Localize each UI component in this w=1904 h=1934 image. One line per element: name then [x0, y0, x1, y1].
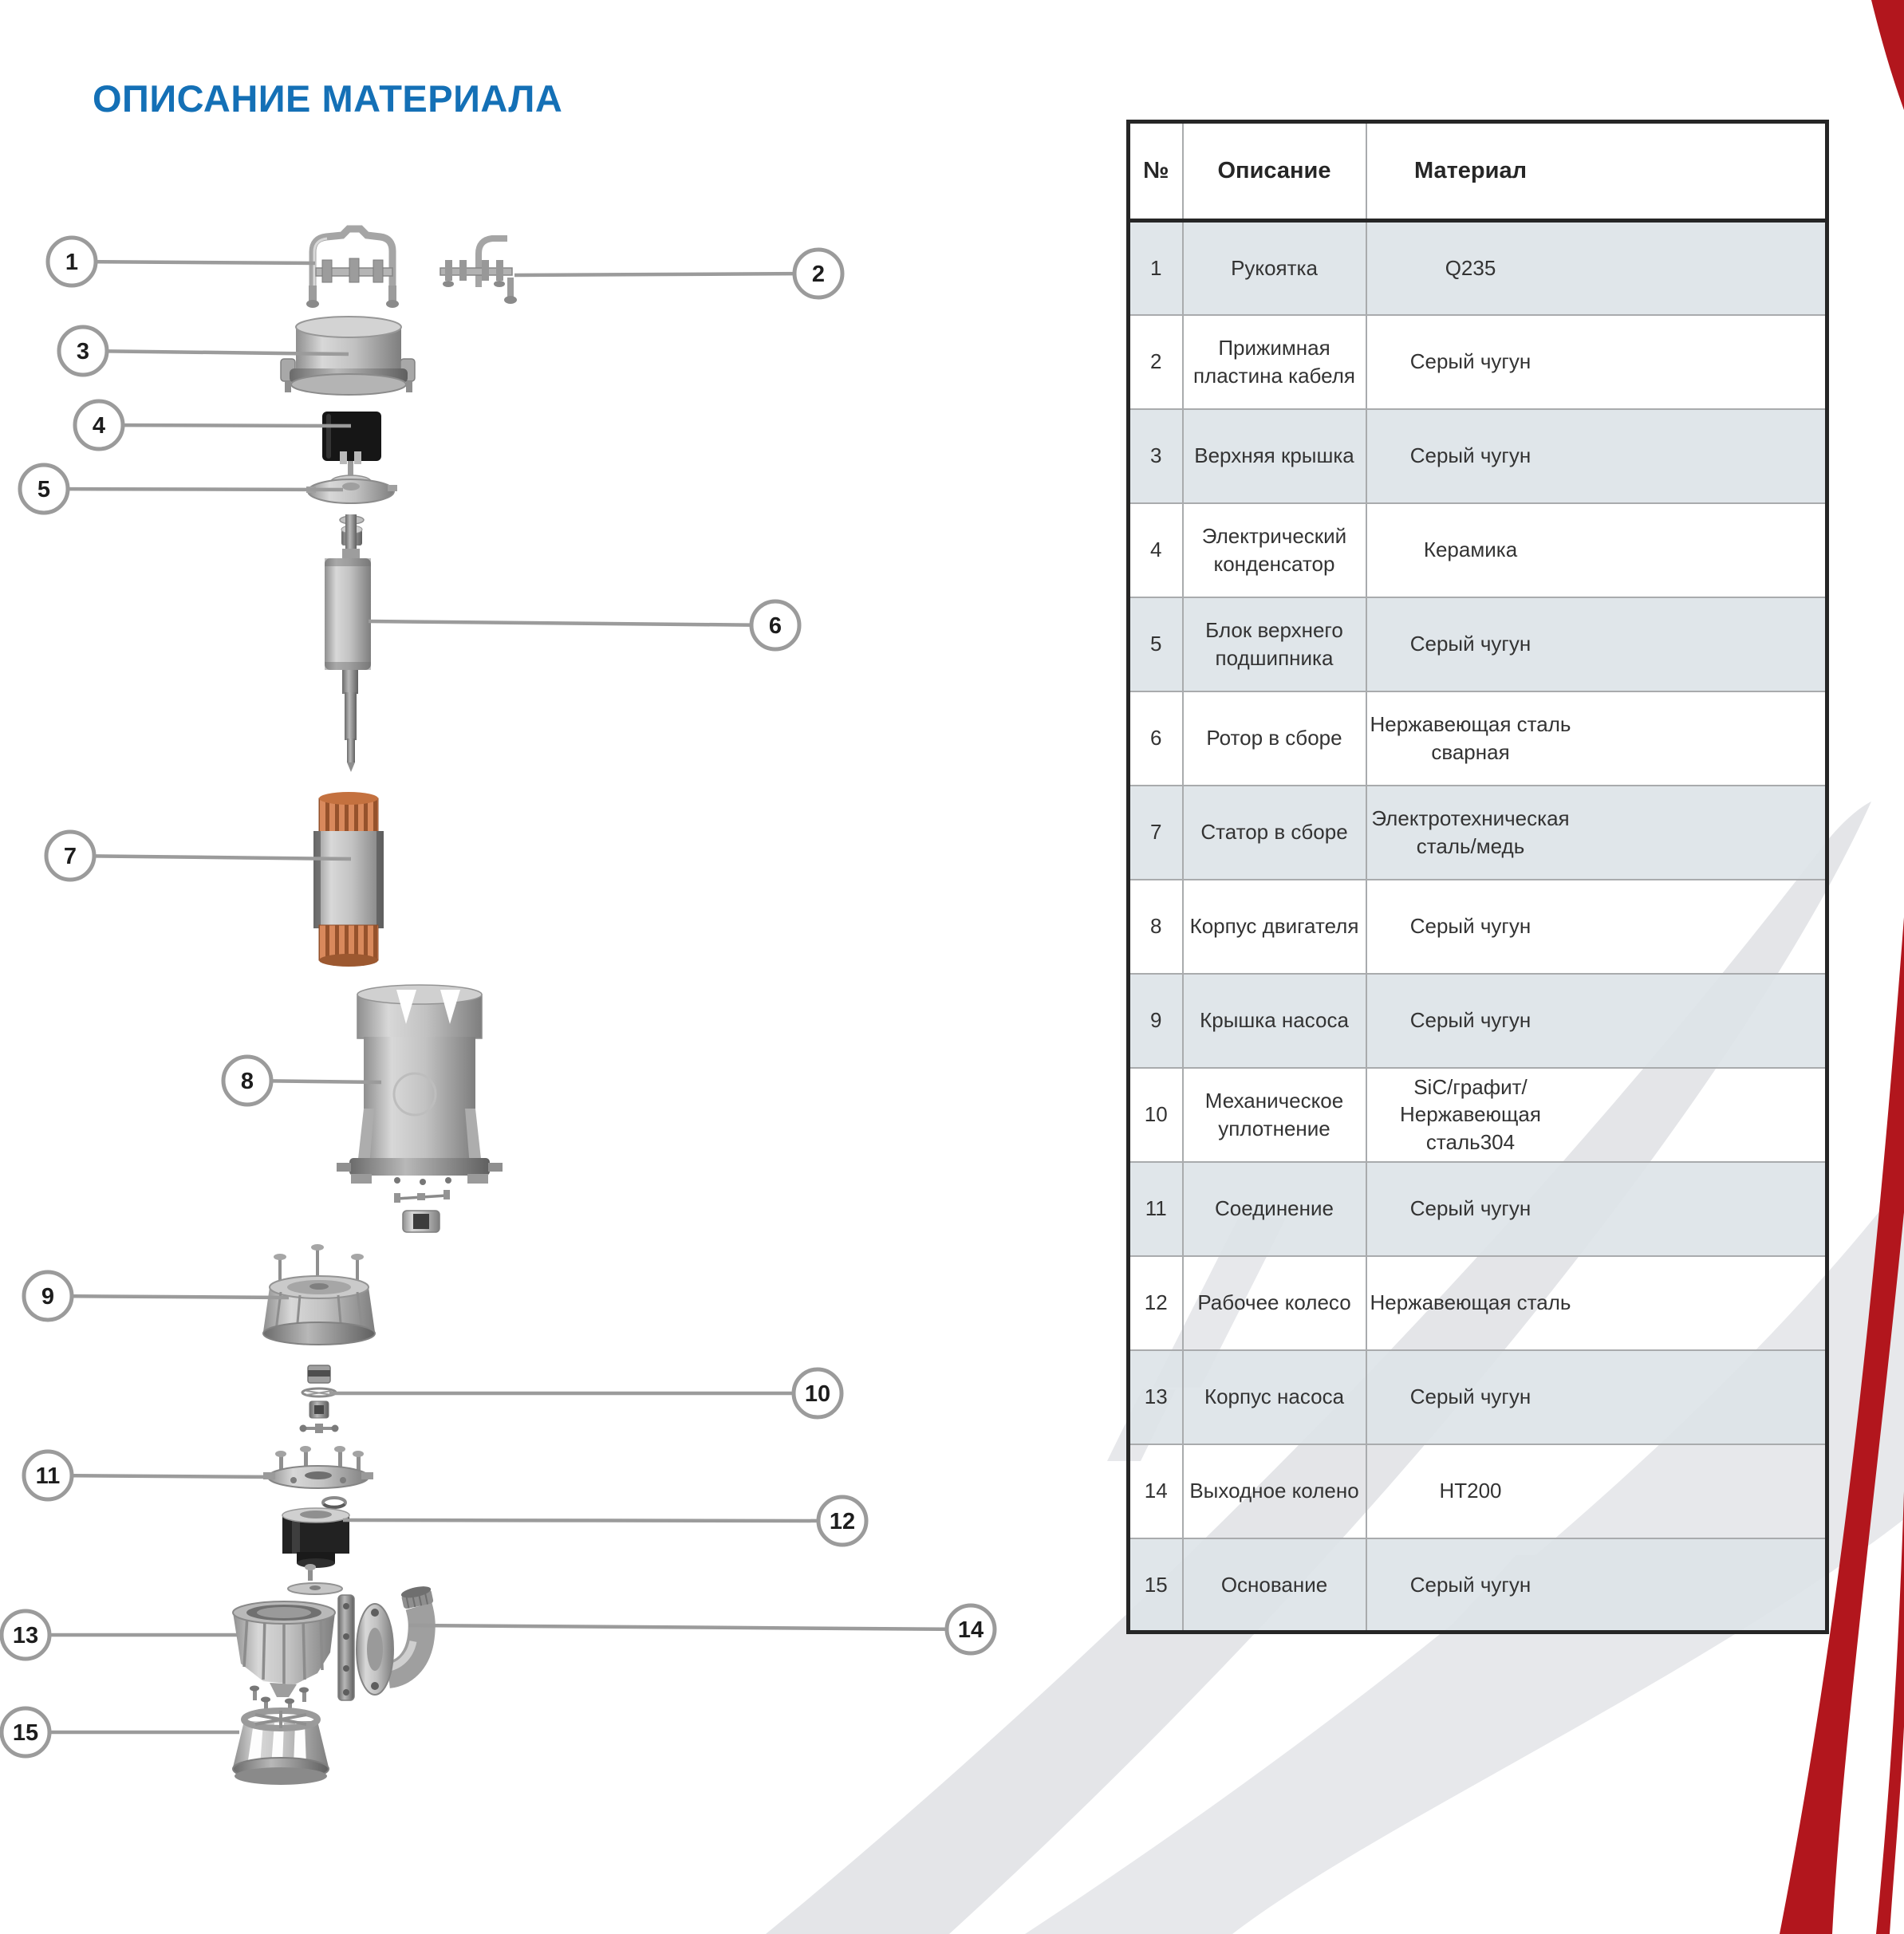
- cell-description: Статор в сборе: [1183, 786, 1366, 880]
- cell-material: Q235: [1366, 221, 1827, 315]
- table-row: [1129, 409, 1827, 503]
- part-impeller: [282, 1508, 349, 1568]
- table-row: [1129, 1162, 1827, 1256]
- callout-number: 11: [35, 1463, 61, 1489]
- callout-number: 8: [240, 1069, 254, 1094]
- part-base: [233, 1711, 329, 1785]
- callout-leader-line: [343, 1520, 842, 1521]
- part-cable-clamp: [440, 238, 517, 304]
- cell-no: 3: [1129, 409, 1183, 503]
- cell-no: 4: [1129, 503, 1183, 597]
- table-header-row: [1129, 122, 1827, 221]
- callout-leader-line: [369, 621, 775, 625]
- cell-material: Серый чугун: [1366, 597, 1827, 691]
- callout-number: 9: [41, 1284, 55, 1310]
- table-row: [1129, 1256, 1827, 1350]
- cell-material: Серый чугун: [1366, 1350, 1827, 1444]
- table-row: [1129, 1538, 1827, 1633]
- part-handle: [306, 229, 399, 308]
- cell-description: Рукоятка: [1183, 221, 1366, 315]
- part-capacitor: [322, 412, 381, 475]
- col-header-no: №: [1129, 122, 1183, 221]
- cell-description: Ротор в сборе: [1183, 691, 1366, 786]
- cell-material: Электротехническая сталь/медь: [1366, 786, 1827, 880]
- cell-material: Серый чугун: [1366, 880, 1827, 974]
- cell-no: 10: [1129, 1068, 1183, 1162]
- table-row: [1129, 1068, 1827, 1162]
- part-mechanical-seal: [300, 1365, 339, 1433]
- cell-description: Корпус двигателя: [1183, 880, 1366, 974]
- cell-material: Серый чугун: [1366, 1538, 1827, 1633]
- cell-description: Блок верхнего подшипника: [1183, 597, 1366, 691]
- cell-no: 6: [1129, 691, 1183, 786]
- part-pump-body: [233, 1601, 335, 1713]
- cell-no: 11: [1129, 1162, 1183, 1256]
- table-row: [1129, 503, 1827, 597]
- cell-no: 15: [1129, 1538, 1183, 1633]
- callout-number: 12: [829, 1509, 856, 1534]
- part-shaft-clip: [394, 1190, 450, 1203]
- callout-number: 1: [65, 250, 79, 275]
- col-header-description: Описание: [1183, 122, 1366, 221]
- cell-description: Крышка насоса: [1183, 974, 1366, 1068]
- part-rotor: [325, 514, 371, 772]
- cell-material: Нержавеющая сталь сварная: [1366, 691, 1827, 786]
- callout-leader-line: [48, 1475, 275, 1477]
- table-row: [1129, 1350, 1827, 1444]
- cell-description: Выходное колено: [1183, 1444, 1366, 1538]
- callout-number: 6: [768, 613, 782, 639]
- callout-number: 4: [92, 413, 106, 439]
- callout-leader-line: [48, 1296, 289, 1298]
- cell-description: Корпус насоса: [1183, 1350, 1366, 1444]
- table-row: [1129, 315, 1827, 409]
- cell-material: Серый чугун: [1366, 1162, 1827, 1256]
- cell-material: Нержавеющая сталь: [1366, 1256, 1827, 1350]
- material-table-body: [1129, 221, 1827, 1633]
- table-row: [1129, 1444, 1827, 1538]
- cell-no: 2: [1129, 315, 1183, 409]
- part-motor-housing: [337, 985, 503, 1185]
- table-row: [1129, 974, 1827, 1068]
- cell-no: 9: [1129, 974, 1183, 1068]
- callout-number: 3: [76, 339, 90, 364]
- table-row: [1129, 880, 1827, 974]
- cell-description: Соединение: [1183, 1162, 1366, 1256]
- callout-number: 14: [957, 1617, 984, 1643]
- cell-description: Рабочее колесо: [1183, 1256, 1366, 1350]
- cell-no: 14: [1129, 1444, 1183, 1538]
- material-table: [1126, 120, 1829, 1634]
- callout-leader-line: [99, 425, 351, 426]
- part-impeller-washer: [288, 1564, 342, 1594]
- cell-no: 1: [1129, 221, 1183, 315]
- cell-material: Серый чугун: [1366, 409, 1827, 503]
- cell-material: Серый чугун: [1366, 315, 1827, 409]
- page-title: ОПИСАНИЕ МАТЕРИАЛА: [93, 77, 563, 120]
- cell-description: Основание: [1183, 1538, 1366, 1633]
- part-lower-bearing: [403, 1211, 440, 1232]
- cell-no: 7: [1129, 786, 1183, 880]
- cell-description: Верхняя крышка: [1183, 409, 1366, 503]
- callout-number: 5: [37, 477, 51, 502]
- cell-no: 12: [1129, 1256, 1183, 1350]
- table-row: [1129, 786, 1827, 880]
- cell-material: Серый чугун: [1366, 974, 1827, 1068]
- callout-number: 2: [811, 262, 826, 287]
- cell-description: Механическое уплотнение: [1183, 1068, 1366, 1162]
- part-outlet-elbow: [338, 1584, 434, 1700]
- callout-leader-line: [514, 274, 818, 275]
- callout-number: 15: [12, 1720, 39, 1746]
- callout-leader-line: [44, 489, 343, 490]
- table-row: [1129, 597, 1827, 691]
- cell-no: 13: [1129, 1350, 1183, 1444]
- table-row: [1129, 221, 1827, 315]
- part-pump-cover: [263, 1244, 375, 1345]
- callout-number: 10: [804, 1381, 831, 1407]
- part-stator: [313, 792, 384, 967]
- cell-material: Керамика: [1366, 503, 1827, 597]
- callout-leader-line: [408, 1625, 971, 1629]
- part-connection: [263, 1446, 373, 1488]
- cell-description: Прижимная пластина кабеля: [1183, 315, 1366, 409]
- col-header-material: Материал: [1366, 122, 1827, 221]
- callout-number: 13: [12, 1623, 39, 1648]
- cell-no: 5: [1129, 597, 1183, 691]
- callout-leader-line: [70, 856, 351, 859]
- cell-description: Электрический конденсатор: [1183, 503, 1366, 597]
- callout-number: 7: [63, 844, 77, 869]
- table-row: [1129, 691, 1827, 786]
- cell-material: SiC/графит/ Нержавеющая сталь304: [1366, 1068, 1827, 1162]
- part-seal-ring: [323, 1498, 345, 1507]
- cell-material: HT200: [1366, 1444, 1827, 1538]
- callout-leader-line: [72, 262, 315, 263]
- cell-no: 8: [1129, 880, 1183, 974]
